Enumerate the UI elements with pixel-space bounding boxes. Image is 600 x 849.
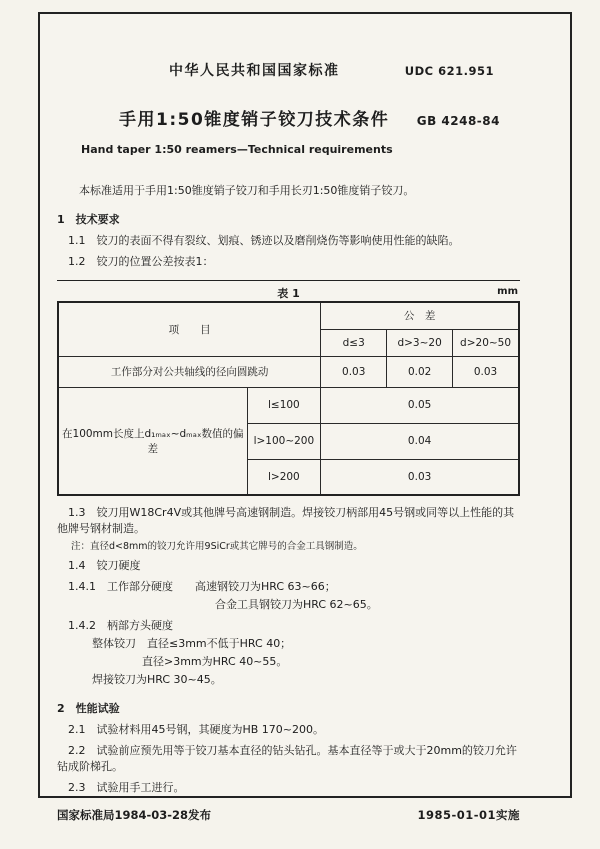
table-1: [57, 301, 520, 496]
scope-paragraph: 本标准适用于手用1:50锥度销子铰刀和手用长刃1:50锥度销子铰刀。: [79, 184, 415, 197]
clause-2-3: 2.3 试验用手工进行。: [68, 781, 185, 794]
solid-reamer-line-1: 整体铰刀 直径≤3mm不低于HRC 40；: [92, 637, 292, 650]
clause-2-1: 2.1 试验材料用45号钢，其硬度为HB 170~200。: [68, 723, 325, 736]
note-1: 注：直径d<8mm的铰刀允许用9SiCr或其它牌号的合金工具钢制造。: [71, 541, 363, 552]
standard-number: GB 4248-84: [416, 114, 500, 128]
table-1-caption-row: [57, 280, 520, 301]
english-title: Hand taper 1:50 reamers—Technical requirements: [81, 143, 393, 156]
table-deviation-cond-1: l≤100: [247, 387, 321, 423]
table-runout-value-1: 0.03: [321, 356, 387, 387]
table-header-col-d3: d>20~50: [453, 329, 519, 356]
table-header-item: 项 目: [58, 302, 321, 356]
footer: [57, 796, 520, 823]
clause-1-4-1: 1.4.1 工作部分硬度 高速钢铰刀为HRC 63~66；: [68, 580, 336, 593]
welded-reamer-line: 焊接铰刀为HRC 30~45。: [92, 673, 222, 686]
table-header-tolerance: 公 差: [321, 302, 519, 329]
footer-effective-date: 1985-01-01实施: [417, 808, 520, 822]
table-deviation-value-1: 0.05: [321, 387, 519, 423]
table-header-col-d1: d≤3: [321, 329, 387, 356]
clause-1-3: 1.3 铰刀用W18Cr4V或其他牌号高速钢制造。焊接铰刀柄部用45号钢或同等以上性能的其他牌号钢材制造。: [57, 506, 515, 535]
table-deviation-cond-2: l>100~200: [247, 423, 321, 459]
table-runout-value-2: 0.02: [387, 356, 453, 387]
page-frame: [38, 12, 572, 822]
standard-org-title: 中华人民共和国国家标准: [169, 63, 340, 79]
table-row-runout-label: 工作部分对公共轴线的径向圆跳动: [58, 356, 321, 387]
section-1-heading: 1 技术要求: [57, 213, 120, 226]
footer-issued-date: 国家标准局1984-03-28发布: [57, 808, 212, 822]
udc-number: UDC 621.951: [404, 64, 494, 78]
header-row-2: [57, 105, 520, 130]
table-deviation-value-2: 0.04: [321, 423, 519, 459]
solid-reamer-line-2: 直径>3mm为HRC 40~55。: [142, 655, 288, 668]
clause-1-1: 1.1 铰刀的表面不得有裂纹、划痕、锈迹以及磨削烧伤等影响使用性能的缺陷。: [68, 234, 460, 247]
clause-2-2: 2.2 试验前应预先用等于铰刀基本直径的钻头钻孔。基本直径等于或大于20mm的铰刀允许钻成阶梯孔。: [57, 744, 517, 773]
clause-1-4-2: 1.4.2 柄部方头硬度: [68, 619, 173, 632]
table-header-col-d2: d>3~20: [387, 329, 453, 356]
table-deviation-value-3: 0.03: [321, 459, 519, 495]
standard-title: 手用1:50锥度销子铰刀技术条件: [119, 110, 390, 130]
clause-1-4: 1.4 铰刀硬度: [68, 559, 141, 572]
table-deviation-cond-3: l>200: [247, 459, 321, 495]
section-2-heading: 2 性能试验: [57, 702, 120, 715]
table-1-caption: 表 1: [277, 287, 300, 300]
table-row-deviation-label: 在100mm长度上d₁ₘₐₓ~dₘₐₓ数值的偏差: [58, 387, 247, 495]
clause-1-2: 1.2 铰刀的位置公差按表1：: [68, 255, 214, 268]
table-1-unit: mm: [497, 286, 518, 297]
table-runout-value-3: 0.03: [453, 356, 519, 387]
header-row-1: [57, 60, 520, 80]
clause-1-4-1-continuation: 合金工具钢铰刀为HRC 62~65。: [215, 598, 378, 611]
